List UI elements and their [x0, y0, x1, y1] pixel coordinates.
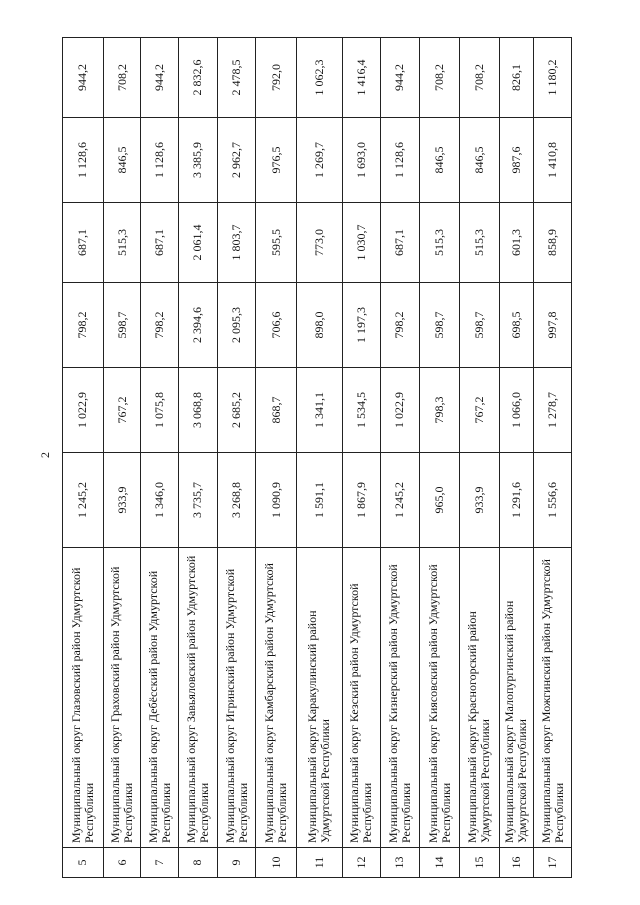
row-number-cell: 11 [297, 848, 343, 878]
table-row [141, 38, 179, 878]
value-cell: 3 735,7 [179, 453, 218, 548]
value-cell: 846,5 [459, 118, 499, 203]
row-number-cell: 5 [63, 848, 104, 878]
value-cell: 1 245,2 [380, 453, 420, 548]
value-cell: 598,7 [459, 283, 499, 368]
row-number-cell: 16 [499, 848, 534, 878]
value-cell: 3 385,9 [179, 118, 218, 203]
value-cell: 687,1 [380, 203, 420, 283]
value-cell: 826,1 [499, 38, 534, 118]
value-cell: 944,2 [141, 38, 179, 118]
district-name-cell: Муниципальный округ Глазовский район Удмуртской Республики [63, 548, 104, 848]
row-number-cell: 9 [217, 848, 256, 878]
value-cell: 2 685,2 [217, 368, 256, 453]
value-cell: 706,6 [256, 283, 297, 368]
value-cell: 1 803,7 [217, 203, 256, 283]
value-cell: 767,2 [103, 368, 141, 453]
district-name-cell: Муниципальный округ Кизнерский район Удмуртской Республики [380, 548, 420, 848]
district-name-cell: Муниципальный округ Можгинский район Удмуртской Республики [534, 548, 572, 848]
value-cell: 708,2 [103, 38, 141, 118]
value-cell: 773,0 [297, 203, 343, 283]
table-row [297, 38, 343, 878]
value-cell: 3 268,8 [217, 453, 256, 548]
district-name-cell: Муниципальный округ Красногорский район Удмуртской Республики [459, 548, 499, 848]
value-cell: 965,0 [420, 453, 460, 548]
district-name-cell: Муниципальный округ Камбарский район Удмуртской Республики [256, 548, 297, 848]
value-cell: 2 095,3 [217, 283, 256, 368]
table-row [499, 38, 534, 878]
row-number-cell: 12 [342, 848, 380, 878]
table-row [459, 38, 499, 878]
value-cell: 687,1 [141, 203, 179, 283]
value-cell: 868,7 [256, 368, 297, 453]
value-cell: 1 030,7 [342, 203, 380, 283]
value-cell: 2 962,7 [217, 118, 256, 203]
row-number-cell: 15 [459, 848, 499, 878]
value-cell: 708,2 [420, 38, 460, 118]
value-cell: 798,2 [141, 283, 179, 368]
value-cell: 3 068,8 [179, 368, 218, 453]
value-cell: 2 478,5 [217, 38, 256, 118]
value-cell: 858,9 [534, 203, 572, 283]
value-cell: 1 591,1 [297, 453, 343, 548]
value-cell: 798,3 [420, 368, 460, 453]
value-cell: 767,2 [459, 368, 499, 453]
value-cell: 1 197,3 [342, 283, 380, 368]
value-cell: 698,5 [499, 283, 534, 368]
table-row [103, 38, 141, 878]
value-cell: 1 346,0 [141, 453, 179, 548]
value-cell: 601,3 [499, 203, 534, 283]
table-row [63, 38, 104, 878]
value-cell: 2 394,6 [179, 283, 218, 368]
row-number-cell: 10 [256, 848, 297, 878]
value-cell: 595,5 [256, 203, 297, 283]
table-row [256, 38, 297, 878]
value-cell: 1 867,9 [342, 453, 380, 548]
value-cell: 933,9 [459, 453, 499, 548]
row-number-cell: 13 [380, 848, 420, 878]
table-row [380, 38, 420, 878]
value-cell: 515,3 [420, 203, 460, 283]
value-cell: 2 061,4 [179, 203, 218, 283]
district-name-cell: Муниципальный округ Каракулинский район Удмуртской Республики [297, 548, 343, 848]
row-number-cell: 6 [103, 848, 141, 878]
page-number: 2 [38, 452, 52, 458]
district-name-cell: Муниципальный округ Завьяловский район Удмуртской Республики [179, 548, 218, 848]
value-cell: 846,5 [103, 118, 141, 203]
row-number-cell: 7 [141, 848, 179, 878]
value-cell: 2 832,6 [179, 38, 218, 118]
row-number-cell: 17 [534, 848, 572, 878]
value-cell: 1 128,6 [380, 118, 420, 203]
value-cell: 798,2 [63, 283, 104, 368]
table-row [420, 38, 460, 878]
district-name-cell: Муниципальный округ Граховский район Удмуртской Республики [103, 548, 141, 848]
table-row [179, 38, 218, 878]
value-cell: 997,8 [534, 283, 572, 368]
district-name-cell: Муниципальный округ Дебёсский район Удмуртской Республики [141, 548, 179, 848]
row-number-cell: 14 [420, 848, 460, 878]
value-cell: 933,9 [103, 453, 141, 548]
district-name-cell: Муниципальный округ Малопургинский район Удмуртской Республики [499, 548, 534, 848]
value-cell: 1 534,5 [342, 368, 380, 453]
table-row [534, 38, 572, 878]
rotated-table-container [62, 38, 572, 878]
value-cell: 1 062,3 [297, 38, 343, 118]
value-cell: 798,2 [380, 283, 420, 368]
value-cell: 515,3 [459, 203, 499, 283]
value-cell: 598,7 [103, 283, 141, 368]
value-cell: 1 128,6 [141, 118, 179, 203]
value-cell: 1 693,0 [342, 118, 380, 203]
value-cell: 1 341,1 [297, 368, 343, 453]
value-cell: 1 022,9 [380, 368, 420, 453]
value-cell: 1 269,7 [297, 118, 343, 203]
value-cell: 944,2 [380, 38, 420, 118]
value-cell: 1 410,8 [534, 118, 572, 203]
data-table [62, 37, 572, 878]
value-cell: 708,2 [459, 38, 499, 118]
district-name-cell: Муниципальный округ Игринский район Удмуртской Республики [217, 548, 256, 848]
table-body [63, 38, 572, 878]
value-cell: 944,2 [63, 38, 104, 118]
value-cell: 687,1 [63, 203, 104, 283]
table-row [342, 38, 380, 878]
value-cell: 1 128,6 [63, 118, 104, 203]
district-name-cell: Муниципальный округ Киясовский район Удмуртской Республики [420, 548, 460, 848]
value-cell: 846,5 [420, 118, 460, 203]
value-cell: 1 022,9 [63, 368, 104, 453]
table-row [217, 38, 256, 878]
value-cell: 898,0 [297, 283, 343, 368]
value-cell: 1 416,4 [342, 38, 380, 118]
value-cell: 792,0 [256, 38, 297, 118]
value-cell: 1 291,6 [499, 453, 534, 548]
value-cell: 598,7 [420, 283, 460, 368]
value-cell: 1 278,7 [534, 368, 572, 453]
district-name-cell: Муниципальный округ Кезский район Удмуртской Республики [342, 548, 380, 848]
value-cell: 976,5 [256, 118, 297, 203]
row-number-cell: 8 [179, 848, 218, 878]
value-cell: 1 090,9 [256, 453, 297, 548]
value-cell: 515,3 [103, 203, 141, 283]
value-cell: 1 075,8 [141, 368, 179, 453]
value-cell: 987,6 [499, 118, 534, 203]
value-cell: 1 245,2 [63, 453, 104, 548]
value-cell: 1 180,2 [534, 38, 572, 118]
value-cell: 1 066,0 [499, 368, 534, 453]
value-cell: 1 556,6 [534, 453, 572, 548]
